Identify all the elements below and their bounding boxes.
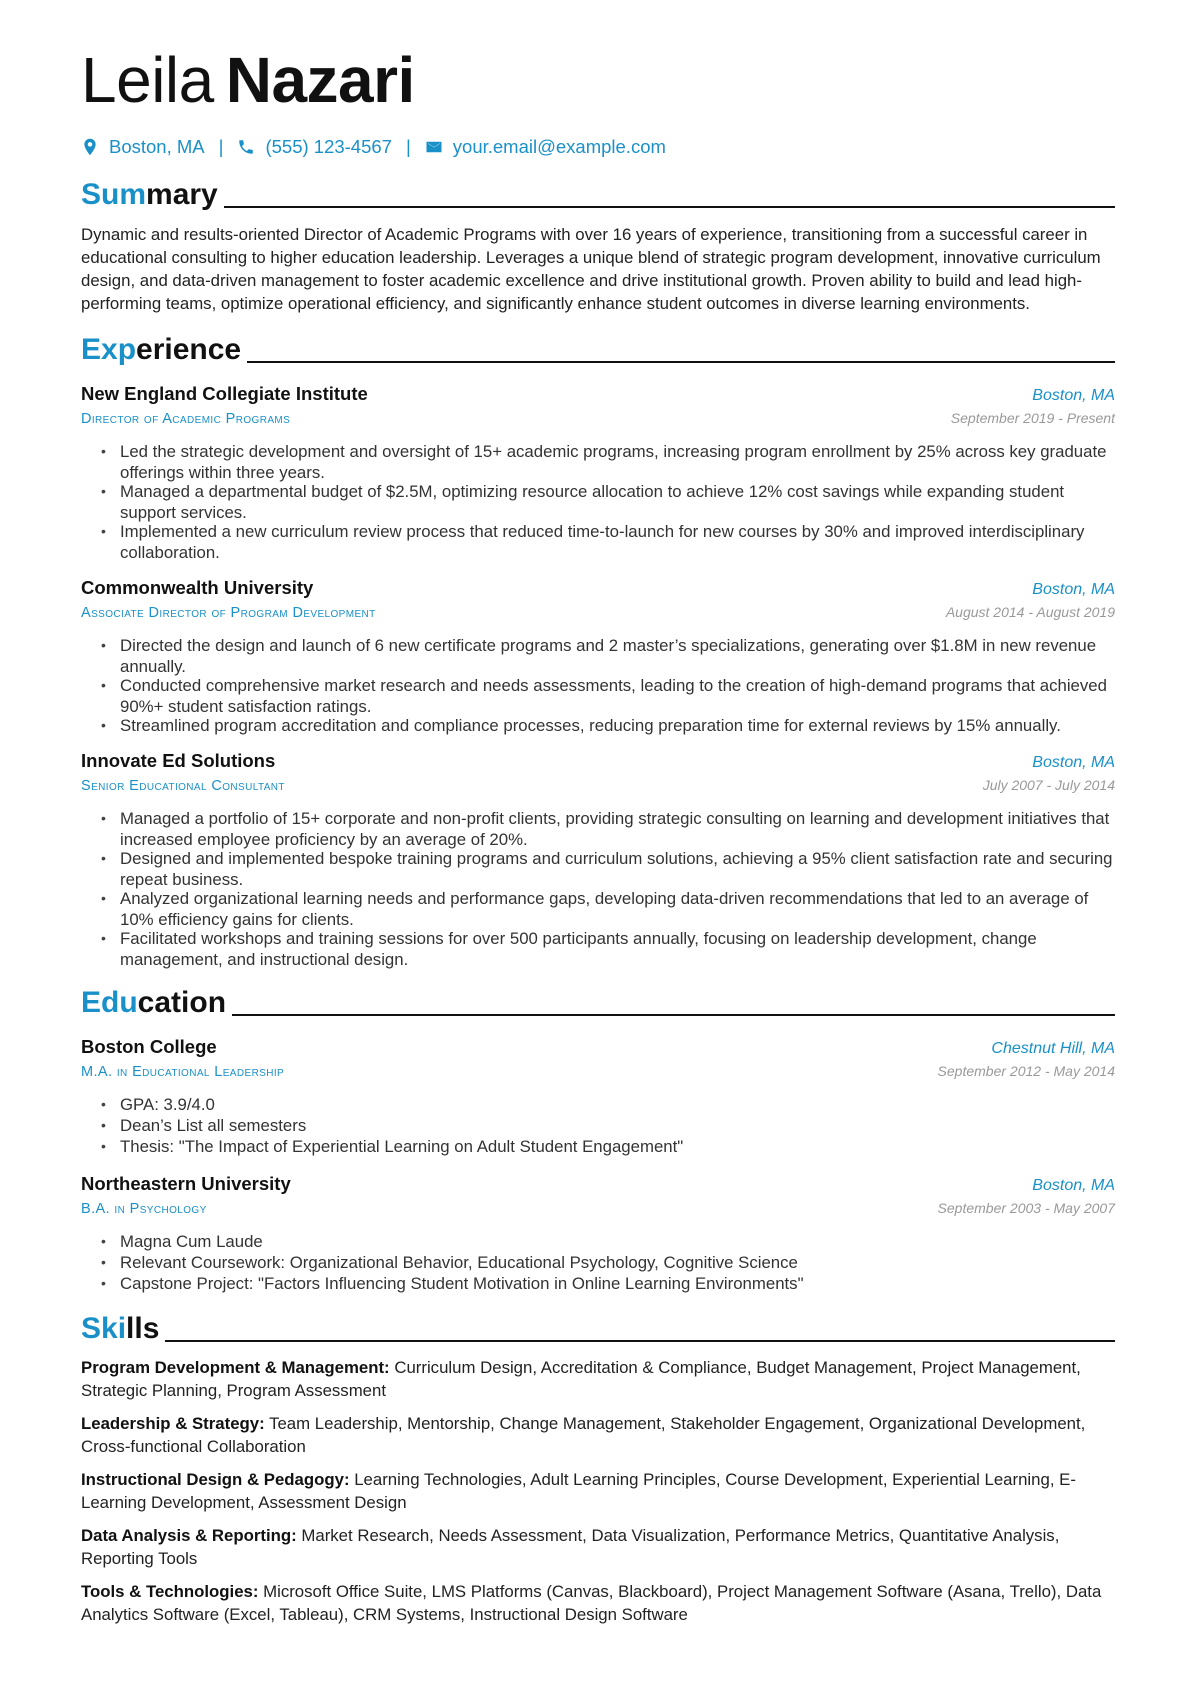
bullet-item: • Relevant Coursework: Organizational Behavior, Educational Psychology, Cognitive Science	[101, 1252, 1115, 1273]
skill-category: Instructional Design & Pedagogy:	[81, 1470, 350, 1489]
skill-category: Tools & Technologies:	[81, 1582, 259, 1601]
section-title: Skills	[81, 1312, 160, 1345]
bullet-list	[81, 441, 1115, 563]
bullet-item: • Facilitated workshops and training sessions for over 500 participants annually, focusing on leadership development, change management, and instructional design.	[101, 928, 1115, 970]
bullet-item: • Directed the design and launch of 6 new certificate programs and 2 master’s specializations, generating over $1.8M in new revenue annually.	[101, 635, 1115, 677]
experience-heading	[81, 327, 1115, 369]
first-name: Leila	[81, 44, 214, 116]
skill-group	[81, 1580, 1115, 1626]
skill-group	[81, 1468, 1115, 1514]
envelope-icon	[425, 137, 443, 157]
skill-values: Microsoft Office Suite, LMS Platforms (Canvas, Blackboard), Project Management Software (Asana, Trello), Data Analytics Software (Excel, Tableau), CRM Systems, Instructional Design Software	[81, 1582, 1102, 1624]
entry-dates: August 2014 - August 2019	[945, 604, 1115, 620]
experience-entry	[81, 575, 1115, 736]
skill-category: Leadership & Strategy:	[81, 1414, 265, 1433]
job-title: Senior Educational Consultant	[81, 778, 285, 794]
bullet-list	[81, 1094, 1115, 1157]
education-entry	[81, 1171, 1115, 1294]
experience-entry	[81, 381, 1115, 563]
skill-category: Data Analysis & Reporting:	[81, 1526, 297, 1545]
candidate-name	[81, 40, 1115, 120]
education-list	[81, 1034, 1115, 1294]
section-rule	[224, 206, 1115, 208]
skill-group	[81, 1356, 1115, 1402]
bullet-list	[81, 808, 1115, 970]
section-title: Summary	[81, 178, 218, 211]
entry-location: Chestnut Hill, MA	[991, 1040, 1115, 1057]
skills-heading	[81, 1306, 1115, 1348]
skill-group	[81, 1412, 1115, 1458]
phone-text: (555) 123-4567	[265, 136, 392, 157]
map-pin-icon	[81, 137, 99, 157]
bullet-item: • Analyzed organizational learning needs and performance gaps, developing data-driven recommendations that led to an average of 10% efficiency gains for clients.	[101, 888, 1115, 930]
email-link: your.email@example.com	[452, 136, 666, 157]
entry-dates: September 2019 - Present	[950, 410, 1115, 426]
organization: New England Collegiate Institute	[81, 383, 368, 404]
skill-values: Market Research, Needs Assessment, Data Visualization, Performance Metrics, Quantitative Analysis, Reporting Tools	[81, 1526, 1060, 1568]
education-heading	[81, 980, 1115, 1022]
skill-values: Curriculum Design, Accreditation & Compliance, Budget Management, Project Management, Strategic Planning, Program Assessment	[81, 1358, 1081, 1400]
entry-location: Boston, MA	[1032, 1177, 1115, 1194]
skill-values: Team Leadership, Mentorship, Change Management, Stakeholder Engagement, Organizational Development, Cross-functional Collaboration	[81, 1414, 1086, 1456]
contact-bar	[81, 134, 1115, 160]
bullet-item: • Managed a departmental budget of $2.5M, optimizing resource allocation to achieve 12% cost savings while expanding student support services.	[101, 481, 1115, 523]
skill-group	[81, 1524, 1115, 1570]
entry-location: Boston, MA	[1032, 581, 1115, 598]
skills-list	[81, 1356, 1115, 1626]
job-title: Associate Director of Program Development	[81, 605, 376, 621]
location-text: Boston, MA	[109, 136, 205, 157]
bullet-list	[81, 635, 1115, 736]
entry-location: Boston, MA	[1032, 387, 1115, 404]
degree: M.A. in Educational Leadership	[81, 1064, 285, 1080]
bullet-item: • Implemented a new curriculum review process that reduced time-to-launch for new courses by 30% and improved interdisciplinary collaboration.	[101, 521, 1115, 563]
bullet-item: • Designed and implemented bespoke training programs and curriculum solutions, achieving a 95% client satisfaction rate and securing repeat business.	[101, 848, 1115, 890]
section-rule	[247, 361, 1115, 363]
phone-icon	[237, 137, 255, 157]
bullet-item: • Streamlined program accreditation and compliance processes, reducing preparation time for external reviews by 15% annually.	[101, 715, 1115, 736]
bullet-item: • Thesis: "The Impact of Experiential Learning on Adult Student Engagement"	[101, 1136, 1115, 1157]
entry-dates: July 2007 - July 2014	[982, 777, 1115, 793]
last-name: Nazari	[225, 44, 415, 116]
bullet-item: • Magna Cum Laude	[101, 1231, 1115, 1252]
contact-separator: |	[218, 136, 224, 157]
institution: Boston College	[81, 1036, 217, 1057]
skill-values: Learning Technologies, Adult Learning Principles, Course Development, Experiential Learning, E-Learning Development, Assessment Design	[81, 1470, 1076, 1512]
contact-email[interactable]	[425, 136, 666, 158]
education-entry	[81, 1034, 1115, 1157]
summary-text: Dynamic and results-oriented Director of Academic Programs with over 16 years of experience, transitioning from a successful career in educational consulting to higher education leadership. Leverages a unique blend of strategic program development, innovative curriculum design, and data-driven management to foster academic excellence and drive institutional growth. Proven ability to build and lead high-performing teams, optimize operational efficiency, and significantly enhance student outcomes in diverse learning environments.	[81, 225, 1101, 313]
entry-dates: September 2012 - May 2014	[937, 1063, 1115, 1079]
bullet-item: • Led the strategic development and oversight of 15+ academic programs, increasing program enrollment by 25% across key graduate offerings within three years.	[101, 441, 1115, 483]
section-title: Experience	[81, 333, 242, 366]
contact-location	[81, 136, 205, 158]
entry-location: Boston, MA	[1032, 754, 1115, 771]
experience-list	[81, 381, 1115, 970]
skill-category: Program Development & Management:	[81, 1358, 390, 1377]
job-title: Director of Academic Programs	[81, 411, 291, 427]
degree: B.A. in Psychology	[81, 1201, 207, 1217]
bullet-list	[81, 1231, 1115, 1294]
experience-entry	[81, 748, 1115, 970]
organization: Commonwealth University	[81, 577, 314, 598]
bullet-item: • GPA: 3.9/4.0	[101, 1094, 1115, 1115]
contact-phone[interactable]	[237, 136, 392, 158]
section-rule	[165, 1340, 1115, 1342]
bullet-item: • Capstone Project: "Factors Influencing Student Motivation in Online Learning Environments"	[101, 1273, 1115, 1294]
contact-separator: |	[405, 136, 411, 157]
bullet-item: • Conducted comprehensive market research and needs assessments, leading to the creation of high-demand programs that achieved 90%+ student satisfaction ratings.	[101, 675, 1115, 717]
section-rule	[232, 1014, 1115, 1016]
organization: Innovate Ed Solutions	[81, 750, 276, 771]
entry-dates: September 2003 - May 2007	[937, 1200, 1115, 1216]
summary-heading	[81, 172, 1115, 214]
institution: Northeastern University	[81, 1173, 291, 1194]
section-title: Education	[81, 986, 227, 1019]
bullet-item: • Managed a portfolio of 15+ corporate and non-profit clients, providing strategic consulting on learning and development initiatives that increased employee proficiency by an average of 20%.	[101, 808, 1115, 850]
bullet-item: • Dean’s List all semesters	[101, 1115, 1115, 1136]
